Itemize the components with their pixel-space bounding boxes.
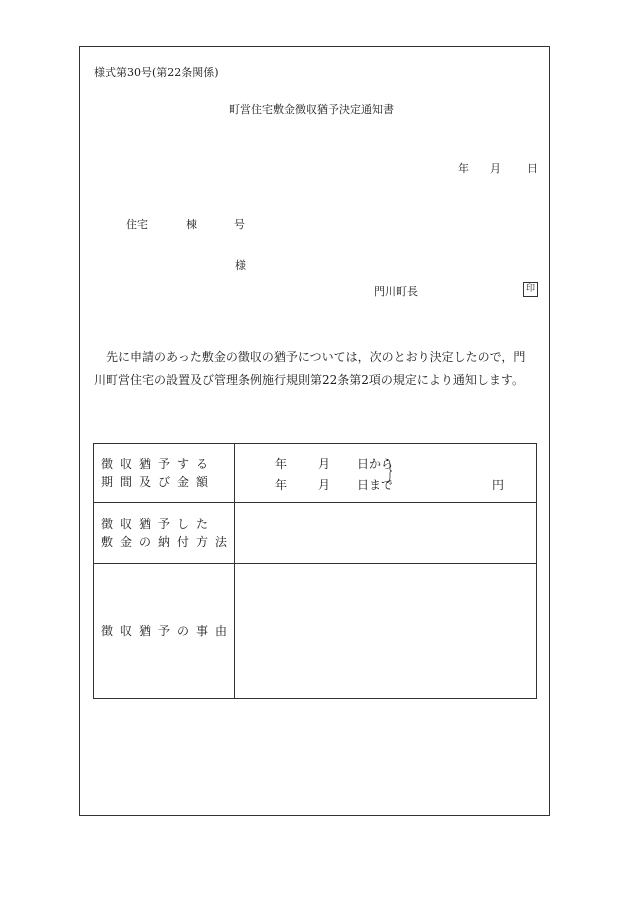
notice-body-text: 先に申請のあった敷金の徴収の猶予については，次のとおり決定したので，門川町営住宅の設置及び管理条例施行規則第22条第2項の規定により通知します。 <box>94 350 526 387</box>
period-amount-label <box>94 444 235 503</box>
table-row-payment-method <box>94 503 537 564</box>
period-fields <box>235 444 536 502</box>
issuer-title: 門川町長 <box>374 285 418 298</box>
payment-method-label <box>94 503 235 564</box>
room-number-label: 号 <box>234 218 245 231</box>
date-day-label: 日 <box>527 162 538 175</box>
reason-label <box>94 564 235 699</box>
from-month-label: 月 <box>318 457 331 471</box>
period-amount-label-line2: 期間及び金額 <box>101 475 216 489</box>
date-year-label: 年 <box>458 162 469 175</box>
table-row-period-amount <box>94 444 537 503</box>
deferral-table <box>93 443 537 699</box>
period-amount-label-line1: 徴収猶予する <box>101 457 216 471</box>
yen-label: 円 <box>492 478 505 492</box>
document-title: 町営住宅敷金徴収猶予決定通知書 <box>229 103 394 116</box>
payment-method-label-line1: 徴収猶予した <box>101 517 216 531</box>
addressee-honorific: 様 <box>235 259 246 272</box>
right-brace-icon <box>386 459 392 483</box>
seal-mark: 印 <box>523 282 538 297</box>
form-border <box>79 46 550 816</box>
building-label: 棟 <box>186 218 197 231</box>
reason-value[interactable] <box>235 564 537 699</box>
payment-method-value[interactable] <box>235 503 537 564</box>
period-amount-value[interactable] <box>235 444 537 503</box>
table-row-reason <box>94 564 537 699</box>
to-day-label: 日まで <box>357 478 394 492</box>
housing-label: 住宅 <box>126 218 148 231</box>
to-year-label: 年 <box>275 478 288 492</box>
reason-label-text: 徴収猶予の事由 <box>101 624 235 638</box>
form-number: 様式第30号(第22条関係) <box>94 66 219 79</box>
date-month-label: 月 <box>490 162 501 175</box>
to-month-label: 月 <box>318 478 331 492</box>
from-year-label: 年 <box>275 457 288 471</box>
payment-method-label-line2: 敷金の納付方法 <box>101 535 235 549</box>
from-day-label: 日から <box>357 457 394 471</box>
